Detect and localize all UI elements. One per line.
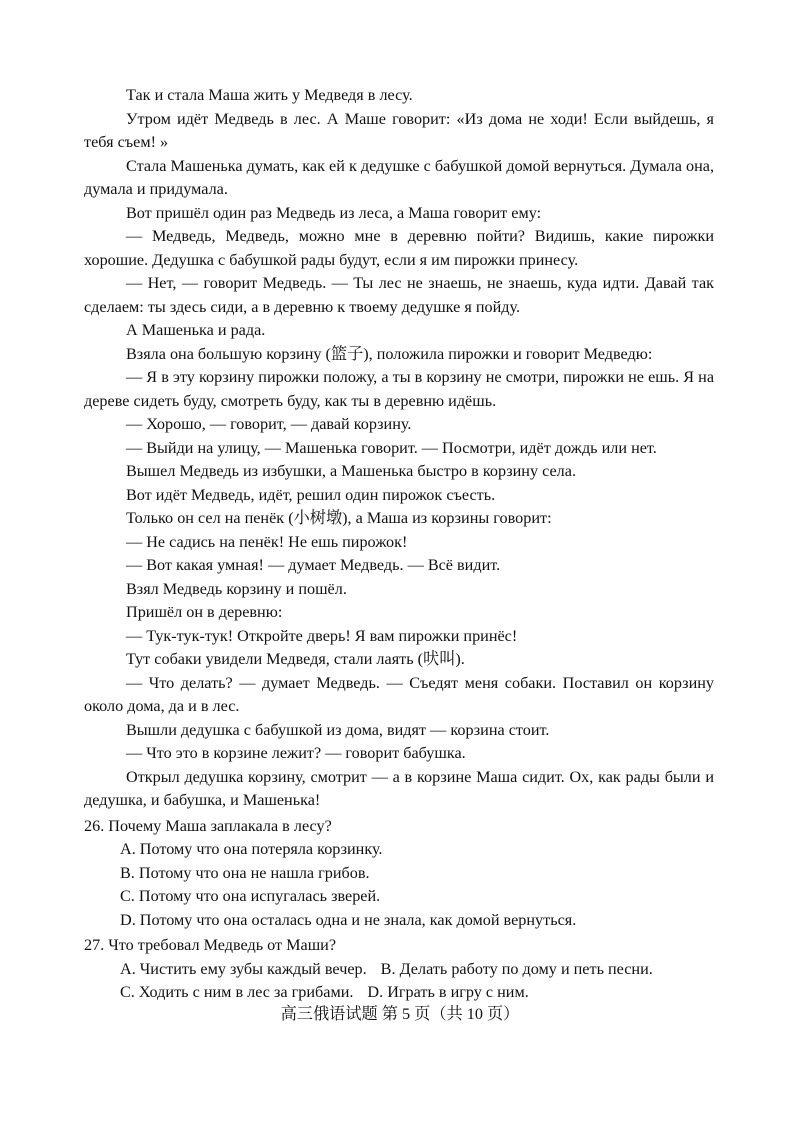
q26-option-b: B. Потому что она не нашла грибов. xyxy=(120,863,370,882)
story-paragraph: — Нет, — говорит Медведь. — Ты лес не знаешь, не знаешь, куда идти. Давай так сделаем: ты здесь сиди, а в деревню к твоему дедушке я пойду. xyxy=(84,274,714,316)
story-paragraph: — Не садись на пенёк! Не ешь пирожок! xyxy=(126,532,408,551)
q27-option-d: D. Играть в игру с ним. xyxy=(367,983,529,1001)
page-footer: 高三俄语试题 第 5 页（共 10 页） xyxy=(280,1005,520,1023)
story-paragraph: Так и стала Маша жить у Медведя в лесу. xyxy=(126,86,413,104)
q27-option-a: A. Чистить ему зубы каждый вечер. xyxy=(120,959,367,978)
story-paragraph: — Медведь, Медведь, можно мне в деревню пойти? Видишь, какие пирожки хорошие. Дедушка с бабушкой рады будут, если я им пирожки принесу. xyxy=(84,227,714,269)
story-paragraph: Вот идёт Медведь, идёт, решил один пирожок съесть. xyxy=(126,485,496,504)
story-paragraph: — Я в эту корзину пирожки положу, а ты в корзину не смотри, пирожки не ешь. Я на дереве сидеть буду, смотреть буду, как ты в деревню идёшь. xyxy=(84,368,714,410)
story-paragraph: Утром идёт Медведь в лес. А Маше говорит: «Из дома не ходи! Если выйдешь, я тебя съем! » xyxy=(84,109,714,151)
story-paragraph: — Что делать? — думает Медведь. — Съедят меня собаки. Поставил он корзину около дома, да и в лес. xyxy=(84,673,714,715)
q27-option-b: B. Делать работу по дому и петь песни. xyxy=(380,959,653,978)
story-paragraph: — Тук-тук-тук! Откройте дверь! Я вам пирожки принёс! xyxy=(126,626,518,645)
question-27: 27. Что требовал Медведь от Маши? xyxy=(84,936,337,954)
story-paragraph: Тут собаки увидели Медведя, стали лаять (吠叫). xyxy=(126,650,465,668)
story-paragraph: Открыл дедушка корзину, смотрит — а в корзине Маша сидит. Ох, как рады были и дедушка, и бабушка, и Машенька! xyxy=(84,767,714,809)
q27-options-row-1 xyxy=(120,958,714,982)
q27-option-c: C. Ходить с ним в лес за грибами. xyxy=(120,983,354,1001)
story-paragraph: — Выйди на улицу, — Машенька говорит. — Посмотри, идёт дождь или нет. xyxy=(126,438,657,457)
story-paragraph: Вот пришёл один раз Медведь из леса, а Маша говорит ему: xyxy=(126,203,542,222)
story-paragraph: Стала Машенька думать, как ей к дедушке с бабушкой домой вернуться. Думала она, думала и придумала. xyxy=(84,156,714,198)
story-paragraph: Взял Медведь корзину и пошёл. xyxy=(126,579,347,598)
q26-option-a: A. Потому что она потеряла корзинку. xyxy=(120,840,383,858)
q26-option-c: C. Потому что она испугалась зверей. xyxy=(120,887,381,905)
question-26: 26. Почему Маша заплакала в лесу? xyxy=(84,816,332,835)
story-paragraph: Вышел Медведь из избушки, а Машенька быстро в корзину села. xyxy=(126,462,576,480)
story-paragraph: Взяла она большую корзину (篮子), положила пирожки и говорит Медведю: xyxy=(126,344,653,363)
story-paragraph: — Вот какая умная! — думает Медведь. — Всё видит. xyxy=(126,556,501,574)
story-paragraph: Только он сел на пенёк (小树墩), а Маша из корзины говорит: xyxy=(126,509,552,527)
story-paragraph: А Машенька и рада. xyxy=(126,321,266,339)
story-paragraph: — Хорошо, — говорит, — давай корзину. xyxy=(126,415,412,433)
story-paragraph: Пришёл он в деревню: xyxy=(126,603,283,621)
reading-passage xyxy=(84,84,714,1005)
story-paragraph: — Что это в корзине лежит? — говорит бабушка. xyxy=(126,744,466,762)
story-paragraph: Вышли дедушка с бабушкой из дома, видят — корзина стоит. xyxy=(126,720,550,739)
q26-option-d: D. Потому что она осталась одна и не знала, как домой вернуться. xyxy=(120,910,577,929)
